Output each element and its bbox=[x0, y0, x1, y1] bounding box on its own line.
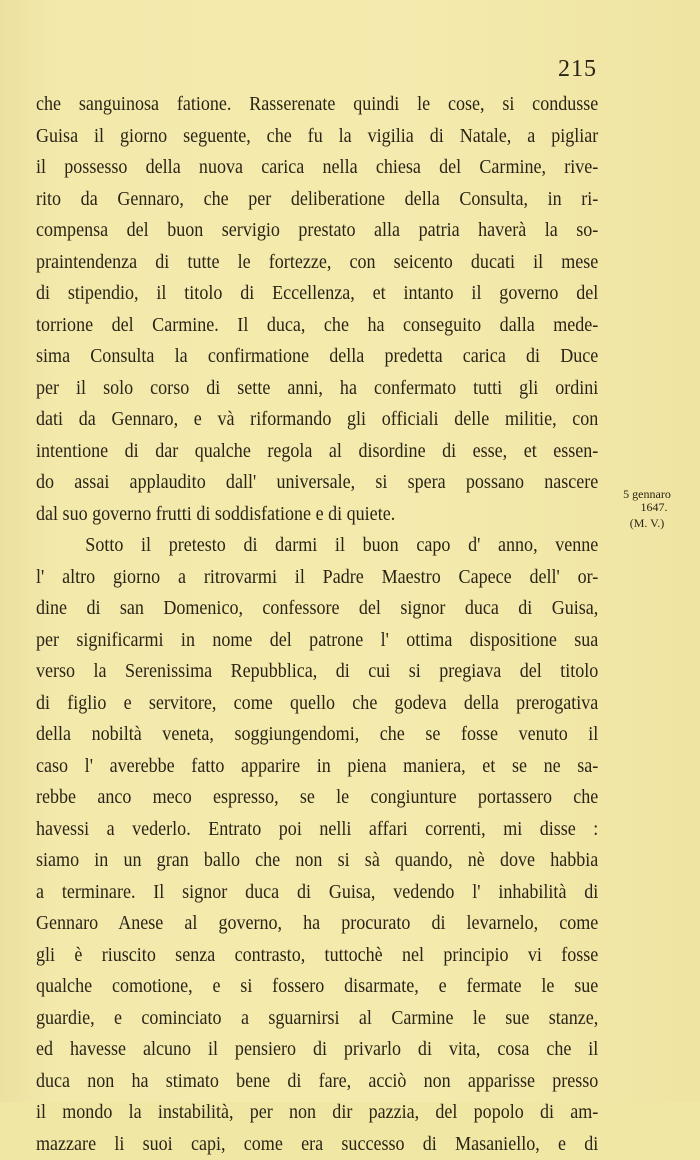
text-line: di stipendio, il titolo di Eccellenza, et intanto il governo del bbox=[36, 278, 598, 310]
text-line: che sanguinosa fatione. Rasserenate quindi le cose, si condusse bbox=[36, 89, 598, 121]
text-line: rito da Gennaro, che per deliberatione della Consulta, in ri- bbox=[36, 184, 598, 216]
text-line: gli è riuscito senza contrasto, tuttochè nel principio vi fosse bbox=[36, 940, 598, 972]
text-line: sima Consulta la confirmatione della predetta carica di Duce bbox=[36, 341, 598, 373]
text-line: rebbe anco meco espresso, se le congiunture portassero che bbox=[36, 782, 598, 814]
text-line: il possesso della nuova carica nella chiesa del Carmine, rive- bbox=[36, 152, 598, 184]
text-line: do assai applaudito dall' universale, si spera possano nascere bbox=[36, 467, 598, 499]
text-line: guardie, e cominciato a sguarnirsi al Carmine le sue stanze, bbox=[36, 1003, 598, 1035]
page-number: 215 bbox=[558, 56, 597, 83]
text-line: caso l' averebbe fatto apparire in piena maniera, et se ne sa- bbox=[36, 751, 598, 783]
text-line: verso la Serenissima Repubblica, di cui si pregiava del titolo bbox=[36, 656, 598, 688]
text-line: havessi a vederlo. Entrato poi nelli affari correnti, mi disse : bbox=[36, 814, 598, 846]
text-line: qualche comotione, e si fossero disarmate, e fermate le sue bbox=[36, 971, 598, 1003]
text-line: a terminare. Il signor duca di Guisa, vedendo l' inhabilità di bbox=[36, 877, 598, 909]
text-line: di figlio e servitore, come quello che godeva della prerogativa bbox=[36, 688, 598, 720]
text-line: per il solo corso di sette anni, ha confermato tutti gli ordini bbox=[36, 373, 598, 405]
text-line: dati da Gennaro, e và riformando gli officiali delle militie, con bbox=[36, 404, 598, 436]
text-line: ed havesse alcuno il pensiero di privarlo di vita, cosa che il bbox=[36, 1034, 598, 1066]
body-text bbox=[36, 89, 598, 1160]
text-line: mazzare li suoi capi, come era successo di Masaniello, e di bbox=[36, 1129, 598, 1160]
margin-date-day: 5 gennaro bbox=[607, 488, 687, 501]
paragraph-start-line: Sotto il pretesto di darmi il buon capo d' anno, venne bbox=[36, 530, 598, 562]
text-line: dine di san Domenico, confessore del signor duca di Guisa, bbox=[36, 593, 598, 625]
margin-date-style: (M. V.) bbox=[607, 517, 687, 530]
text-line: per significarmi in nome del patrone l' ottima dispositione sua bbox=[36, 625, 598, 657]
text-line: intentione di dar qualche regola al disordine di esse, et essen- bbox=[36, 436, 598, 468]
paragraph-end-line: dal suo governo frutti di soddisfatione e di quiete. bbox=[36, 499, 598, 531]
text-line: torrione del Carmine. Il duca, che ha conseguito dalla mede- bbox=[36, 310, 598, 342]
margin-date-note bbox=[607, 488, 687, 530]
text-line: duca non ha stimato bene di fare, acciò non apparisse presso bbox=[36, 1066, 598, 1098]
margin-date-year: 1647. bbox=[607, 501, 687, 514]
text-line: Gennaro Anese al governo, ha procurato di levarnelo, come bbox=[36, 908, 598, 940]
text-line: Guisa il giorno seguente, che fu la vigilia di Natale, a pigliar bbox=[36, 121, 598, 153]
text-line: della nobiltà veneta, soggiungendomi, che se fosse venuto il bbox=[36, 719, 598, 751]
text-line: l' altro giorno a ritrovarmi il Padre Maestro Capece dell' or- bbox=[36, 562, 598, 594]
text-line: praintendenza di tutte le fortezze, con seicento ducati il mese bbox=[36, 247, 598, 279]
text-line: compensa del buon servigio prestato alla patria haverà la so- bbox=[36, 215, 598, 247]
text-line: siamo in un gran ballo che non si sà quando, nè dove habbia bbox=[36, 845, 598, 877]
text-line: il mondo la instabilità, per non dir pazzia, del popolo di am- bbox=[36, 1097, 598, 1129]
